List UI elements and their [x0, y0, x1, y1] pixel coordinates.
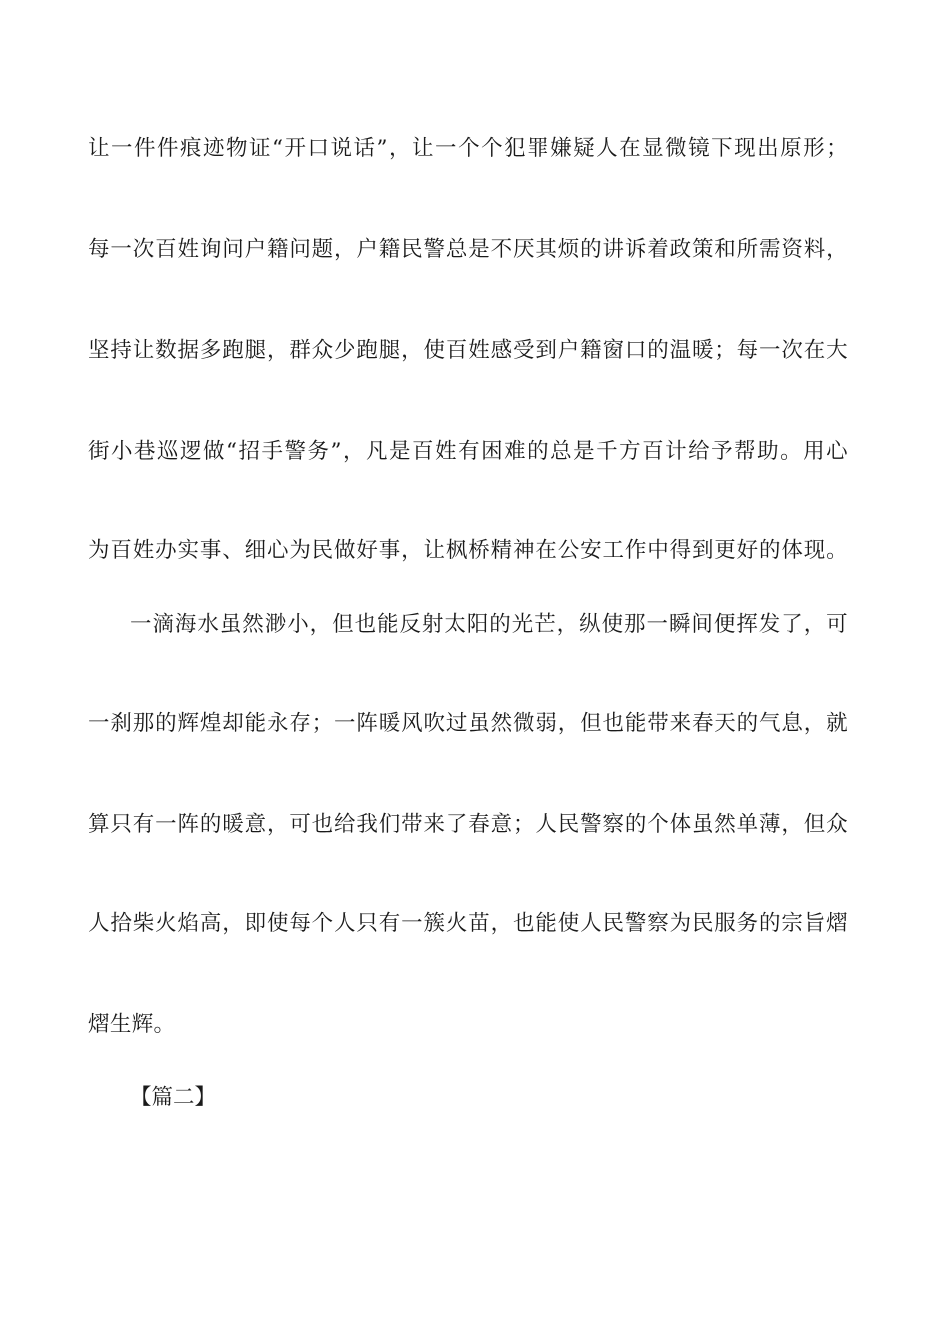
- paragraph-line: 为百姓办实事、细心为民做好事，让枫桥精神在公安工作中得到更好的体现。: [88, 538, 848, 563]
- paragraph-line: 让一件件痕迹物证“开口说话”，让一个个犯罪嫌疑人在显微镜下现出原形；: [88, 136, 848, 161]
- paragraph-line: 坚持让数据多跑腿，群众少跑腿，使百姓感受到户籍窗口的温暖；每一次在大: [88, 338, 848, 363]
- paragraph-line: 街小巷巡逻做“招手警务”，凡是百姓有困难的总是千方百计给予帮助。用心: [88, 439, 848, 464]
- paragraph-line: 一滴海水虽然渺小，但也能反射太阳的光芒，纵使那一瞬间便挥发了，可: [130, 612, 848, 637]
- paragraph-line: 每一次百姓询问户籍问题，户籍民警总是不厌其烦的讲诉着政策和所需资料，: [88, 237, 848, 262]
- paragraph-line: 熠生辉。: [88, 1012, 176, 1037]
- paragraph-line: 算只有一阵的暖意，可也给我们带来了春意；人民警察的个体虽然单薄，但众: [88, 812, 848, 837]
- paragraph-line: 一刹那的辉煌却能永存；一阵暖风吹过虽然微弱，但也能带来春天的气息，就: [88, 711, 848, 736]
- paragraph-line: 人拾柴火焰高，即使每个人只有一簇火苗，也能使人民警察为民服务的宗旨熠: [88, 911, 848, 936]
- section-heading: 【篇二】: [130, 1085, 217, 1110]
